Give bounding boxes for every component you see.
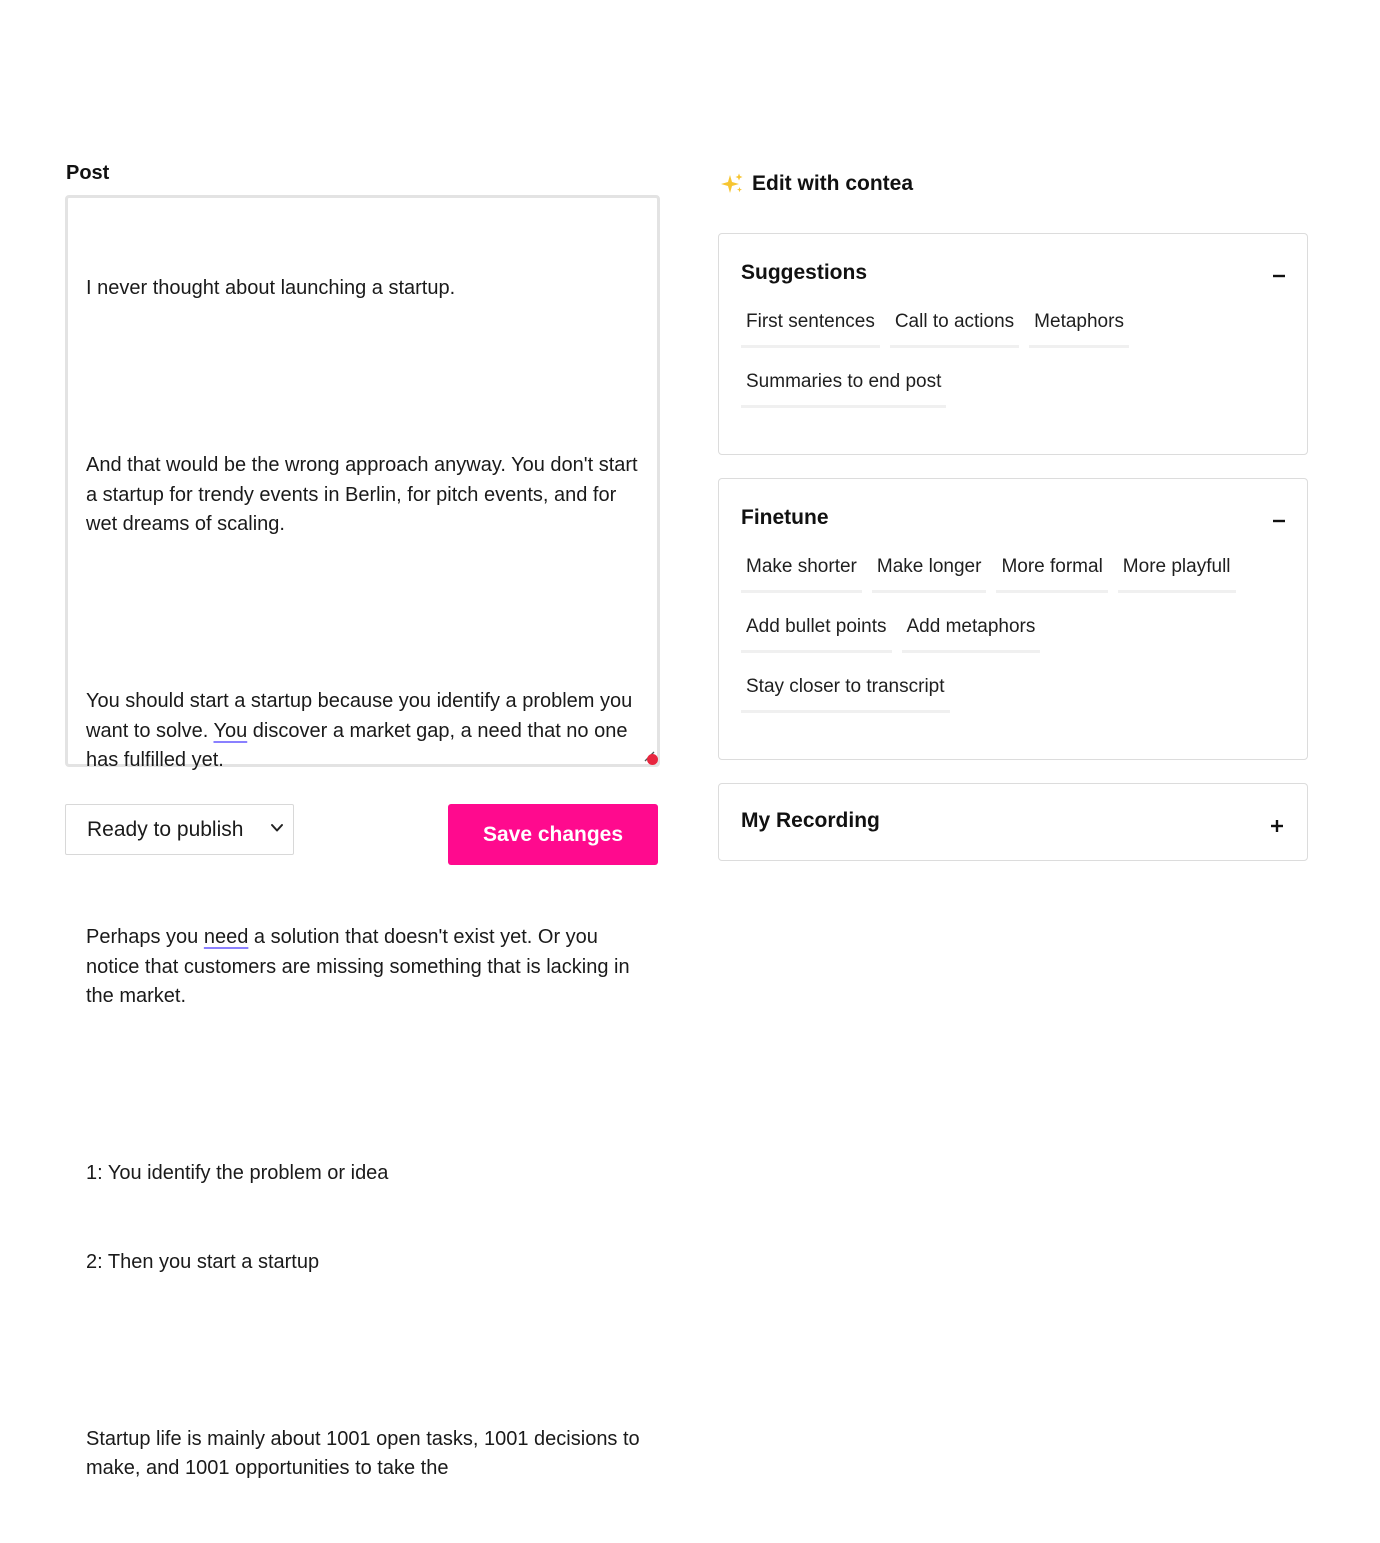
finetune-title: Finetune — [741, 506, 829, 529]
post-paragraph — [86, 923, 648, 1012]
edit-header — [720, 172, 913, 196]
save-changes-button[interactable]: Save changes — [448, 804, 658, 865]
finetune-chip[interactable]: Add bullet points — [741, 616, 892, 653]
chevron-down-icon — [269, 820, 285, 836]
post-paragraph: I never thought about launching a startup. — [86, 277, 456, 299]
publish-status-select[interactable] — [65, 804, 294, 855]
spellcheck-highlight[interactable]: need — [203, 926, 249, 948]
finetune-chip[interactable]: Stay closer to transcript — [741, 676, 950, 713]
finetune-chip[interactable]: Make shorter — [741, 556, 862, 593]
post-text-segment: Perhaps you — [86, 926, 204, 948]
finetune-chip[interactable]: More playfull — [1118, 556, 1236, 593]
collapse-minus-icon[interactable] — [1271, 513, 1287, 529]
post-paragraph — [86, 687, 648, 776]
post-text-segment: a solution that doesn't exist yet. Or you notice that customers are missing something that is lacking in the market. — [86, 926, 636, 1007]
post-paragraph: Startup life is mainly about 1001 open tasks, 1001 decisions to make, and 1001 opportunities to take the — [86, 1427, 646, 1479]
recording-panel[interactable] — [718, 783, 1308, 861]
recording-title: My Recording — [741, 809, 880, 832]
edit-title: Edit with contea — [752, 172, 914, 195]
suggestions-title: Suggestions — [741, 261, 868, 284]
post-list-line: 1: You identify the problem or idea — [86, 1162, 389, 1184]
suggestion-chip[interactable]: Call to actions — [890, 311, 1019, 348]
finetune-chip[interactable]: Add metaphors — [902, 616, 1041, 653]
suggestion-chip[interactable]: Metaphors — [1029, 311, 1129, 348]
post-label: Post — [66, 162, 110, 184]
suggestion-chip[interactable]: Summaries to end post — [741, 371, 946, 408]
post-paragraph: And that would be the wrong approach anyway. You don't start a startup for trendy events in Berlin, for pitch events, and for wet dreams of scaling. — [86, 454, 644, 535]
suggestion-chip[interactable]: First sentences — [741, 311, 880, 348]
expand-plus-icon[interactable] — [1269, 818, 1285, 834]
post-content[interactable] — [86, 215, 648, 1543]
spellcheck-highlight[interactable]: You — [213, 719, 248, 742]
status-indicator-dot — [647, 754, 658, 765]
sparkles-icon — [720, 172, 744, 196]
collapse-minus-icon[interactable] — [1271, 268, 1287, 284]
publish-status-value: Ready to publish — [87, 817, 244, 841]
finetune-panel — [718, 478, 1308, 760]
finetune-chip[interactable]: More formal — [996, 556, 1107, 593]
post-text-segment: You should start a startup because you identify a problem you want to solve. — [86, 690, 638, 742]
post-list-line: 2: Then you start a startup — [86, 1250, 320, 1273]
finetune-chip[interactable]: Make longer — [872, 556, 987, 593]
suggestions-panel — [718, 233, 1308, 455]
post-text-segment: discover a market gap, a need that no one has fulfilled yet. — [86, 719, 634, 771]
